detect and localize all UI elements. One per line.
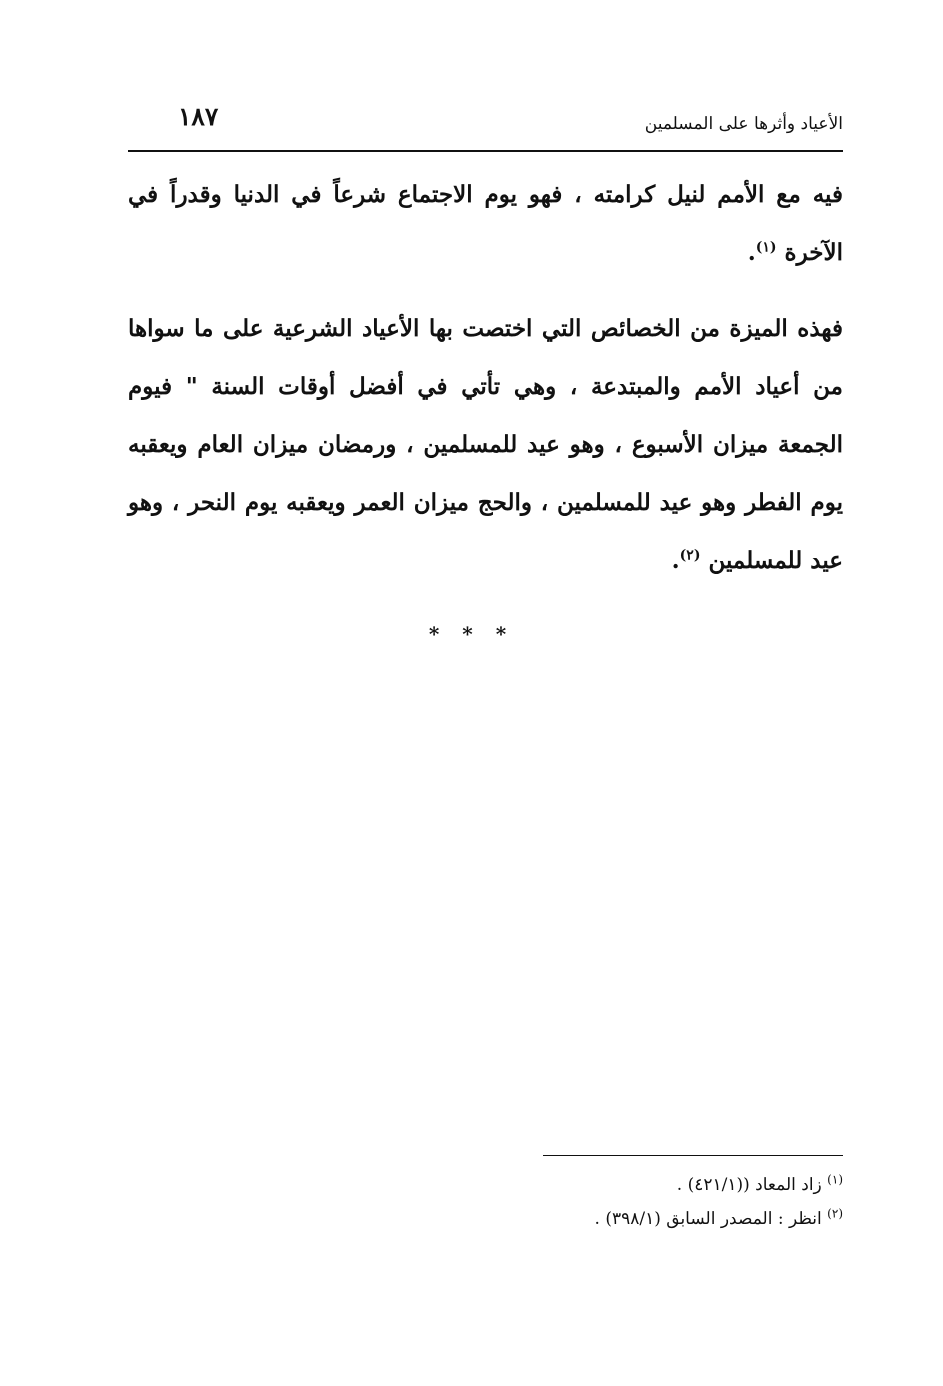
section-separator: * * * <box>428 622 515 646</box>
footnote-1-text: زاد المعاد ((٤٢١/١) . <box>676 1175 822 1195</box>
footnote-2-text: انظر : المصدر السابق (٣٩٨/١) . <box>594 1209 822 1229</box>
paragraph-1 <box>128 166 843 282</box>
header-rule <box>128 150 843 152</box>
footnote-2-marker: (٢) <box>827 1206 843 1221</box>
footnote-1-marker: (١) <box>827 1172 843 1187</box>
footnote-1 <box>400 1168 843 1202</box>
paragraph-1-period: . <box>747 239 756 266</box>
page-header <box>128 100 843 152</box>
footnote-ref-2[interactable]: (٢) <box>679 547 701 564</box>
paragraph-1-text: فيه مع الأمم لنيل كرامته ، فهو يوم الاجتماع شرعاً في الدنيا وقدراً في الآخرة <box>128 181 843 266</box>
footnote-ref-1[interactable]: (١) <box>755 239 777 256</box>
paragraph-2 <box>128 300 843 590</box>
paragraph-2-period: . <box>671 547 680 574</box>
running-title: الأعياد وأثرها على المسلمين <box>644 114 843 134</box>
page-number: ١٨٧ <box>178 102 219 131</box>
footnotes <box>400 1168 843 1236</box>
main-text <box>128 166 843 590</box>
paragraph-2-text: فهذه الميزة من الخصائص التي اختصت بها الأعياد الشرعية على ما سواها من أعياد الأمم والمبتدعة ، وهي تأتي في أفضل أوقات السنة " فيوم الجمعة ميزان الأسبوع ، وهو عيد للمسلمين ، ورمضان ميزان العام ويعقبه يوم الفطر وهو عيد للمسلمين ، والحج ميزان العمر ويعقبه يوم النحر ، وهو عيد للمسلمين <box>128 315 843 574</box>
footnote-2 <box>400 1202 843 1236</box>
footnote-rule <box>543 1155 843 1156</box>
